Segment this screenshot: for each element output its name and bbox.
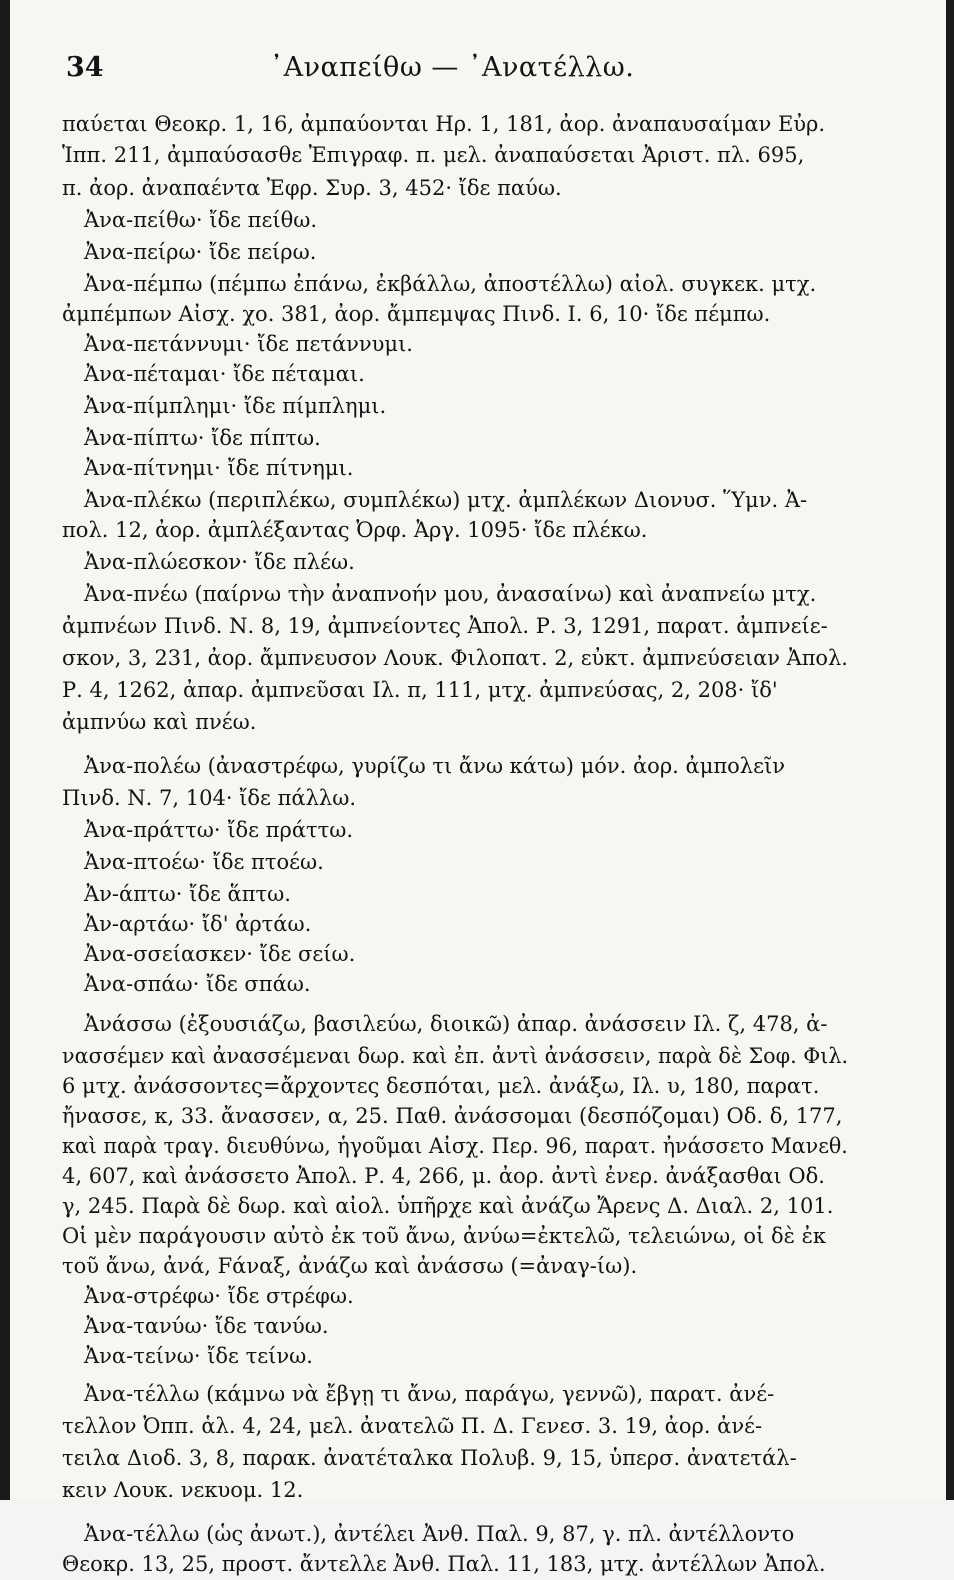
entry-headline: Ἀνα-πέταμαι· ἴδε πέταμαι. [84, 362, 365, 386]
scan-edge-right [946, 0, 954, 1500]
entry-headline: Ἀνα-σσείασκεν· ἴδε σείω. [84, 942, 356, 966]
entry-headline: Ἀνα-τανύω· ἴδε τανύω. [84, 1314, 329, 1338]
entry-headline: Ἀνα-πράττω· ἴδε πράττω. [84, 818, 354, 842]
text-line: γ, 245. Παρὰ δὲ δωρ. καὶ αἰολ. ὑπῆρχε καὶ ἀνάζω Ἄρενς Δ. Διαλ. 2, 101. [62, 1194, 834, 1218]
text-line: παύεται Θεοκρ. 1, 16, ἀμπαύονται Ηρ. 1, 181, ἀορ. ἀναπαυσαίμαν Εὐρ. [62, 112, 826, 136]
entry-headline: Ἀνάσσω (ἐξουσιάζω, βασιλεύω, διοικῶ) ἀπαρ. ἀνάσσειν Ιλ. ζ, 478, ἀ- [84, 1012, 828, 1036]
text-line: κειν Λουκ. νεκυομ. 12. [62, 1478, 304, 1502]
text-line: Θεοκρ. 13, 25, προστ. ἄντελλε Ἀνθ. Παλ. 11, 183, μτχ. ἀντέλλων Ἀπολ. [62, 1552, 826, 1576]
entry-headline: Ἀνα-πείρω· ἴδε πείρω. [84, 240, 317, 264]
entry-headline: Ἀνα-σπάω· ἴδε σπάω. [84, 972, 311, 996]
text-line: τοῦ ἄνω, ἀνά, Fάναξ, ἀνάζω καὶ ἀνάσσω (=ἀναγ-ίω). [62, 1254, 638, 1278]
entry-headline: Ἀνα-τείνω· ἴδε τείνω. [84, 1344, 313, 1368]
text-line: Πινδ. Ν. 7, 104· ἴδε πάλλω. [62, 786, 357, 810]
page-header [62, 48, 842, 98]
text-line: τειλα Διοδ. 3, 8, παρακ. ἀνατέταλκα Πολυβ. 9, 15, ὑπερσ. ἀνατετάλ- [62, 1446, 797, 1470]
text-line: ἀμπνύω καὶ πνέω. [62, 710, 257, 734]
text-line: ἀμπνέων Πινδ. Ν. 8, 19, ἀμπνείοντες Ἀπολ. Ρ. 3, 1291, παρατ. ἀμπνείε- [62, 614, 828, 638]
text-line: νασσέμεν καὶ ἀνασσέμεναι δωρ. καὶ ἐπ. ἀντὶ ἀνάσσειν, παρὰ δὲ Σοφ. Φιλ. [62, 1044, 849, 1068]
entry-headline: Ἀνα-πνέω (παίρνω τὴν ἀναπνοήν μου, ἀνασαίνω) καὶ ἀναπνείω μτχ. [84, 582, 817, 606]
entry-headline: Ἀνα-στρέφω· ἴδε στρέφω. [84, 1284, 354, 1308]
entry-headline: Ἀν-άπτω· ἴδε ἅπτω. [84, 882, 291, 906]
entry-headline: Ἀνα-πλέκω (περιπλέκω, συμπλέκω) μτχ. ἀμπλέκων Διονυσ. Ὕμν. Ἀ- [84, 488, 808, 512]
text-line: ἀμπέμπων Αἰσχ. χο. 381, ἀορ. ἄμπεμψας Πινδ. Ι. 6, 10· ἴδε πέμπω. [62, 302, 771, 326]
text-line: 4, 607, καὶ ἀνάσσετο Ἀπολ. Ρ. 4, 266, μ. ἀορ. ἀντὶ ἐνερ. ἀνάξασθαι Οδ. [62, 1164, 825, 1188]
text-line: Ἱππ. 211, ἀμπαύσασθε Ἐπιγραφ. π. μελ. ἀναπαύσεται Ἀριστ. πλ. 695, [62, 143, 805, 167]
entry-headline: Ἀνα-τέλλω (ὡς ἀνωτ.), ἀντέλει Ἀνθ. Παλ. 9, 87, γ. πλ. ἀντέλλοντο [84, 1522, 795, 1546]
text-line: τελλον Ὀππ. ἁλ. 4, 24, μελ. ἀνατελῶ Π. Δ. Γενεσ. 3. 19, ἀορ. ἀνέ- [62, 1414, 763, 1438]
scan-edge-left [0, 0, 10, 1500]
text-line: καὶ παρὰ τραγ. διευθύνω, ἡγοῦμαι Αἰσχ. Περ. 96, παρατ. ἠνάσσετο Μανεθ. [62, 1134, 848, 1158]
entry-headline: Ἀνα-πείθω· ἴδε πείθω. [84, 208, 318, 232]
text-line: π. ἀορ. ἀναπαέντα Ἐφρ. Συρ. 3, 452· ἴδε παύω. [62, 176, 562, 200]
entry-headline: Ἀνα-πλώεσκον· ἴδε πλέω. [84, 550, 355, 574]
page-number: 34 [66, 52, 104, 83]
entry-headline: Ἀνα-τέλλω (κάμνω νὰ ἔβγῃ τι ἄνω, παράγω, γεννῶ), παρατ. ἀνέ- [84, 1382, 775, 1406]
entry-headline: Ἀνα-πέμπω (πέμπω ἐπάνω, ἐκβάλλω, ἀποστέλλω) αἰολ. συγκεκ. μτχ. [84, 272, 817, 296]
text-line: σκον, 3, 231, ἀορ. ἄμπνευσον Λουκ. Φιλοπατ. 2, εὐκτ. ἀμπνεύσειαν Ἀπολ. [62, 646, 848, 670]
entry-headline: Ἀνα-πίμπλημι· ἴδε πίμπλημι. [84, 394, 387, 418]
entry-headline: Ἀν-αρτάω· ἴδ' ἀρτάω. [84, 912, 312, 936]
entry-headline: Ἀνα-πίπτω· ἴδε πίπτω. [84, 426, 321, 450]
text-line: Οἱ μὲν παράγουσιν αὐτὸ ἐκ τοῦ ἄνω, ἀνύω=ἐκτελῶ, τελειώνω, οἱ δὲ ἐκ [62, 1224, 826, 1248]
text-line: ἤνασσε, κ, 33. ἄνασσεν, α, 25. Παθ. ἀνάσσομαι (δεσπόζομαι) Οδ. δ, 177, [62, 1104, 843, 1128]
entry-headline: Ἀνα-πίτνημι· ἴδε πίτνημι. [84, 456, 354, 480]
text-line: 6 μτχ. ἀνάσσοντες=ἄρχοντες δεσπόται, μελ. ἀνάξω, Ιλ. υ, 180, παρατ. [62, 1074, 820, 1098]
page-title: ᾿Αναπείθω — ᾿Ανατέλλω. [269, 52, 635, 83]
entry-headline: Ἀνα-πτοέω· ἴδε πτοέω. [84, 850, 324, 874]
text-line: Ρ. 4, 1262, ἀπαρ. ἀμπνεῦσαι Ιλ. π, 111, μτχ. ἀμπνεύσας, 2, 208· ἴδ' [62, 678, 778, 702]
entry-headline: Ἀνα-πολέω (ἀναστρέφω, γυρίζω τι ἄνω κάτω) μόν. ἀορ. ἀμπολεῖν [84, 754, 785, 778]
text-line: πολ. 12, ἀορ. ἀμπλέξαντας Ὀρφ. Ἀργ. 1095· ἴδε πλέκω. [62, 518, 648, 542]
entry-headline: Ἀνα-πετάννυμι· ἴδε πετάννυμι. [84, 332, 413, 356]
